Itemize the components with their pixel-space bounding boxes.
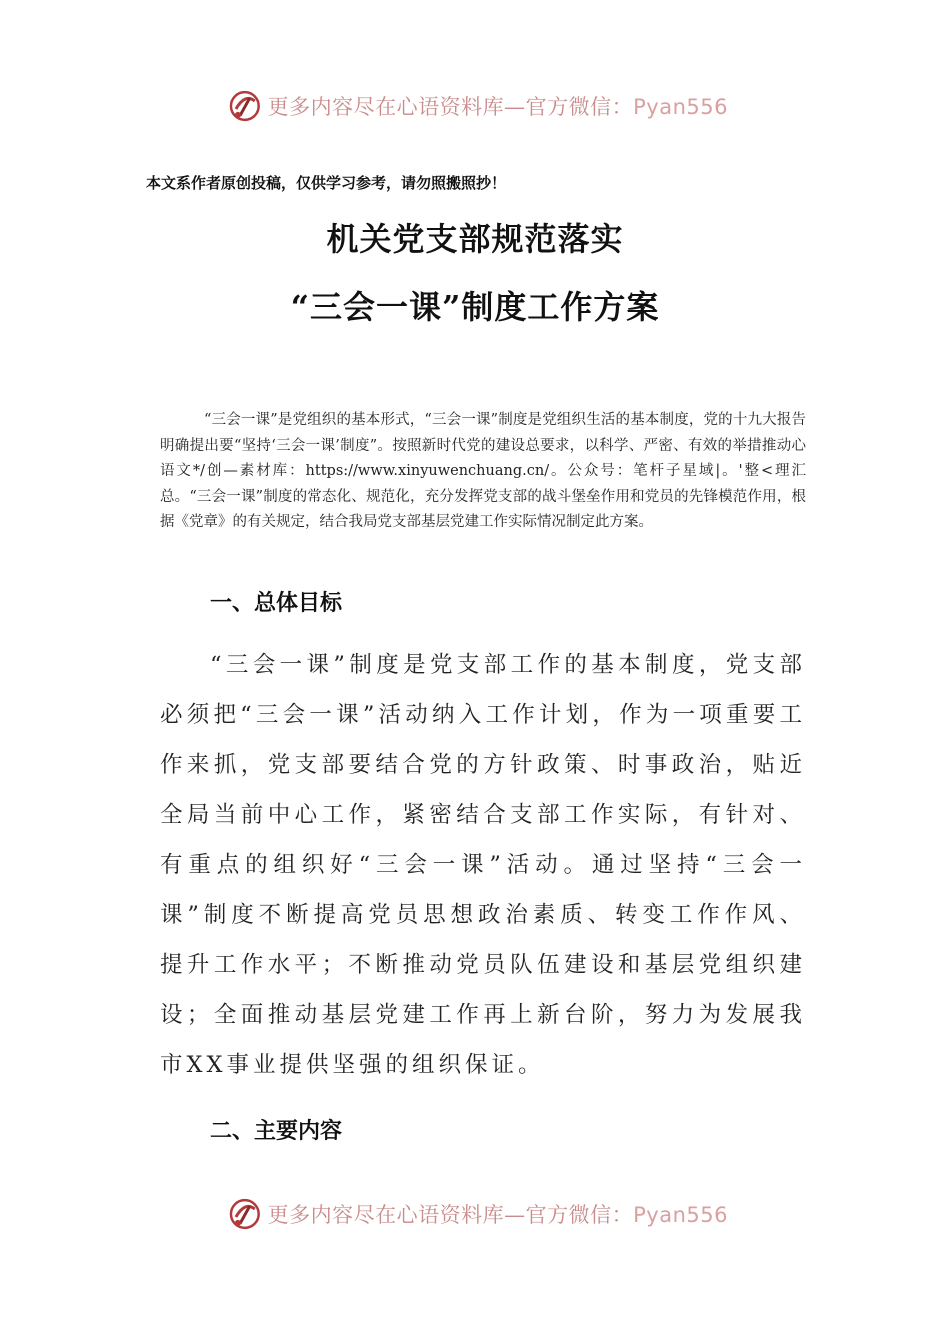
intro-paragraph: “三会一课”是党组织的基本形式，“三会一课”制度是党组织生活的基本制度，党的十九大报告明确提出要“坚持‘三会一课’制度”。按照新时代党的建设总要求，以科学、严密、有效的举措推动心语文*/创—素材库：https://www.xinyuwenchuang.cn/。公众号：笔杆子星域|。'整<理汇总。“三会一课”制度的常态化、规范化，充分发挥党支部的战斗堡垒作用和党员的先锋模范作用，根据《党章》的有关规定，结合我局党支部基层党建工作实际情况制定此方案。 (160, 412, 806, 530)
section-heading-goal: 一、总体目标 (210, 591, 343, 616)
page-title-line2: “三会一课”制度工作方案 (290, 288, 660, 326)
copyright-notice: 本文系作者原创投稿，仅供学习参考，请勿照搬照抄！ (146, 174, 507, 192)
wechat-id: Pyan556 (633, 1203, 728, 1227)
footer-banner (228, 1194, 728, 1234)
section-body-goal: “三会一课”制度是党支部工作的基本制度，党支部必须把“三会一课”活动纳入工作计划，作为一项重要工作来抓，党支部要结合党的方针政策、时事政治，贴近全局当前中心工作，紧密结合支部工作实际，有针对、有重点的组织好“三会一课”活动。通过坚持“三会一课”制度不断提高党员思想政治素质、转变工作作风、提升工作水平；不断推动党员队伍建设和基层党组织建设；全面推动基层党建工作再上新台阶，努力为发展我市XX事业提供坚强的组织保证。 (160, 652, 806, 1078)
wechat-id: Pyan556 (633, 95, 728, 119)
banner-text: 更多内容尽在心语资料库—官方微信：Pyan556 (267, 95, 728, 119)
brand-logo-icon (228, 89, 262, 123)
header-banner (228, 86, 728, 126)
page-title-line1: 机关党支部规范落实 (326, 220, 624, 258)
section-heading-content: 二、主要内容 (210, 1119, 343, 1144)
brand-logo-icon (228, 1197, 262, 1231)
banner-text: 更多内容尽在心语资料库—官方微信：Pyan556 (267, 1203, 728, 1227)
